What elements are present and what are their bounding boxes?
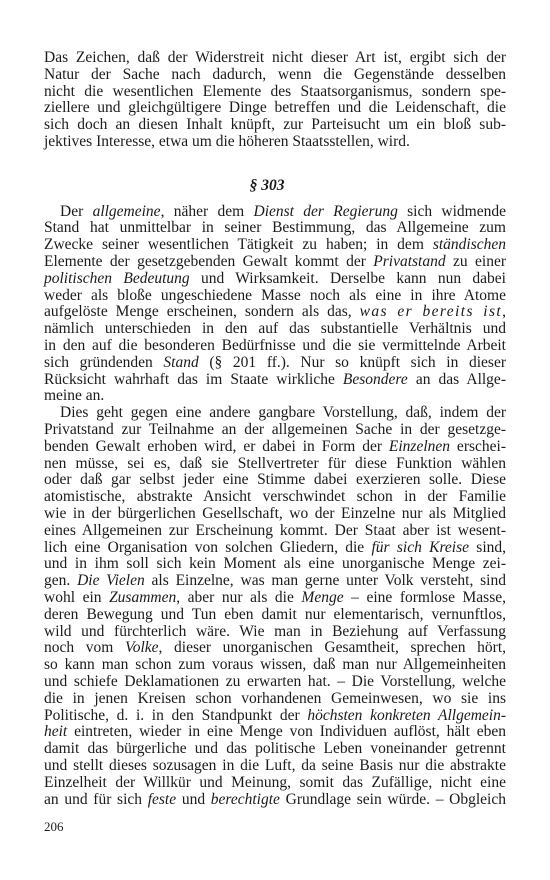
text-line — [44, 573, 506, 590]
roman-text: erschei- — [450, 437, 506, 455]
text-line — [44, 792, 506, 809]
text-line — [44, 640, 506, 657]
roman-text: Politische, d. i. in den Standpunkt der — [44, 706, 308, 724]
roman-text: ziellere und gleichgültigere Dinge betreffen und die Leidenschaft, die — [44, 99, 506, 117]
text-line — [44, 472, 506, 489]
text-line — [44, 724, 506, 741]
roman-text: oder daß gar selbst jeder eine Stimme dabei exerzieren solle. Diese — [44, 471, 506, 489]
italic-text: politischen Bedeutung — [44, 269, 190, 287]
text-line — [44, 775, 506, 792]
italic-text: feste — [147, 790, 177, 808]
roman-text: sind, — [469, 538, 507, 556]
roman-text: damit das bürgerliche und das politische Leben voneinander getrennt — [44, 740, 506, 758]
text-line — [44, 590, 506, 607]
text-line — [44, 254, 506, 271]
italic-text: ständischen — [432, 236, 506, 254]
text-line — [44, 67, 506, 84]
italic-text: Stand — [163, 353, 199, 371]
text-line — [44, 405, 506, 422]
roman-text: Zwecke seiner wesentlichen Tätigkeit zu haben; in dem — [44, 236, 433, 254]
italic-text: berechtigte — [210, 790, 280, 808]
text-line — [44, 422, 506, 439]
roman-text: wohl ein — [44, 588, 110, 606]
roman-text: eintreten, wieder in eine Menge von Individuen auflöst, hält eben — [67, 723, 506, 741]
text-line — [44, 50, 506, 67]
text-line — [44, 523, 506, 540]
roman-text: noch vom — [44, 639, 125, 657]
roman-text: atomistische, abstrakte Ansicht verschwindet schon in der Familie — [44, 488, 506, 506]
roman-text: zu einer — [445, 252, 507, 270]
paragraph-continuation — [44, 50, 506, 151]
italic-text: Einzelnen — [388, 437, 451, 455]
roman-text: deren Bewegung und Tun eben damit nur elementarisch, vernunftlos, — [44, 605, 506, 623]
roman-text: nämlich unterschieden in den auf das substantielle Verhältnis und — [44, 320, 506, 338]
italic-text: höchsten konkreten Allgemein- — [307, 706, 506, 724]
text-line — [44, 456, 506, 473]
roman-text: nen müsse, sei es, daß sie Stellvertreter für diese Funktion wählen — [44, 454, 506, 472]
roman-text: weder als bloße ungeschiedene Masse noch als eine in ihre Atome — [44, 286, 506, 304]
text-line — [44, 84, 506, 101]
text-line — [44, 556, 506, 573]
roman-text: (§ 201 ff.). Nur so knüpft sich in dieser — [198, 353, 506, 371]
text-line — [44, 204, 506, 221]
roman-text: und — [176, 790, 211, 808]
roman-text: jektives Interesse, etwa um die höheren Staatsstellen, wird. — [44, 132, 410, 150]
section-heading: § 303 — [249, 176, 285, 194]
italic-text: Privatstand — [373, 252, 446, 270]
italic-text: Besondere — [342, 370, 408, 388]
text-line — [44, 355, 506, 372]
roman-text: , — [502, 303, 506, 321]
roman-text: in den auf die besonderen Bedürfnisse und die sie vermittelnde Arbeit — [44, 336, 506, 354]
italic-text: für sich Kreise — [371, 538, 470, 556]
roman-text: Grundlage sein würde. – Obgleich — [279, 790, 506, 808]
text-line — [44, 708, 506, 725]
roman-text: die in jenen Kreisen schon vorhandenen Gemeinwesen, wo sie ins — [44, 689, 506, 707]
roman-text: , näher dem — [160, 202, 254, 220]
text-line — [44, 674, 506, 691]
roman-text: als Einzelne, was man gerne unter Volk versteht, sind — [144, 572, 506, 590]
roman-text: aufgelöste Menge erscheinen, sondern als das, — [44, 303, 360, 321]
italic-text: Zusammen — [109, 588, 177, 606]
roman-text: sich gründenden — [44, 353, 164, 371]
text-line — [44, 607, 506, 624]
italic-text: Menge — [301, 588, 344, 606]
roman-text: Elemente der gesetzgebenden Gewalt kommt der — [44, 252, 374, 270]
text-line — [44, 741, 506, 758]
roman-text: an das Allge- — [407, 370, 506, 388]
roman-text: wie in der bürgerlichen Gesellschaft, wo der Einzelne nur als Mitglied — [44, 504, 506, 522]
italic-text: Volke — [124, 639, 159, 657]
text-line — [44, 288, 506, 305]
text-line — [44, 220, 506, 237]
roman-text: Stand hat unmittelbar in seiner Bestimmung, das Allgemeine zum — [44, 219, 506, 237]
roman-text: Einzelheit der Willkür und Meinung, somit das Zufällige, nicht eine — [44, 773, 506, 791]
text-line — [44, 372, 506, 389]
spaced-italic-text: was er bereits ist — [359, 303, 503, 321]
text-line — [44, 100, 506, 117]
text-line — [44, 624, 506, 641]
roman-text: , dieser unorganischen Gesamtheit, sprechen hört, — [158, 639, 507, 657]
roman-text: an und für sich — [44, 790, 148, 808]
text-line — [44, 439, 506, 456]
roman-text: – eine formlose Masse, — [343, 588, 506, 606]
text-line — [44, 117, 506, 134]
roman-text: Privatstand zur Teilnahme an der allgemeinen Sache in der gesetzge- — [44, 420, 506, 438]
text-line — [44, 237, 506, 254]
text-line — [44, 388, 506, 405]
text-line — [44, 271, 506, 288]
italic-text: Die Vielen — [77, 572, 145, 590]
roman-text: Rücksicht wahrhaft das im Staate wirkliche — [44, 370, 343, 388]
roman-text: und schiefe Deklamationen zu erwarten hat. – Die Vorstellung, welche — [44, 672, 506, 690]
roman-text: Das Zeichen, daß der Widerstreit nicht dieser Art ist, ergibt sich der — [44, 49, 506, 66]
roman-text: eines Allgemeinen zur Erscheinung kommt. Der Staat aber ist wesent- — [44, 521, 506, 539]
roman-text: benden Gewalt erhoben wird, er dabei in Form der — [44, 437, 389, 455]
italic-text: heit — [44, 723, 68, 741]
text-line — [44, 321, 506, 338]
roman-text: lich eine Organisation von solchen Gliedern, die — [44, 538, 372, 556]
roman-text: gen. — [44, 572, 78, 590]
roman-text: und Wirksamkeit. Derselbe kann nun dabei — [189, 269, 506, 287]
roman-text: so kann man schon zum voraus wissen, daß man nur Allgemeinheiten — [44, 656, 506, 674]
roman-text: wild und fürchterlich wäre. Wie man in Beziehung auf Verfassung — [44, 622, 506, 640]
roman-text: und stellt dieses sozusagen in die Luft, da seine Basis nur die abstrakte — [44, 756, 506, 774]
roman-text: sich widmende — [397, 202, 506, 220]
text-line — [44, 304, 506, 321]
italic-text: allgemeine — [92, 202, 161, 220]
text-line — [44, 540, 506, 557]
roman-text: nicht die wesentlichen Elemente des Staatsorganismus, sondern spe- — [44, 82, 506, 100]
italic-text: Dienst der Regierung — [253, 202, 398, 220]
text-line — [44, 489, 506, 506]
roman-text: sich doch an diesen Inhalt knüpft, zur Parteisucht um ein bloß sub- — [44, 116, 506, 134]
roman-text: meine an. — [44, 387, 105, 405]
roman-text: und in ihm soll sich kein Moment als eine unorganische Menge zei- — [44, 555, 506, 573]
text-line — [44, 338, 506, 355]
paragraph — [44, 204, 506, 406]
text-line — [44, 134, 506, 151]
text-line — [44, 657, 506, 674]
paragraph — [44, 405, 506, 808]
roman-text: , aber nur als die — [176, 588, 302, 606]
text-line — [44, 691, 506, 708]
roman-text: Der — [60, 202, 93, 220]
roman-text: Dies geht gegen eine andere gangbare Vorstellung, daß, indem der — [60, 404, 506, 422]
page-number: 206 — [44, 819, 64, 834]
text-line — [44, 506, 506, 523]
text-line — [44, 758, 506, 775]
roman-text: Natur der Sache nach dadurch, wenn die Gegenstände desselben — [44, 65, 506, 83]
